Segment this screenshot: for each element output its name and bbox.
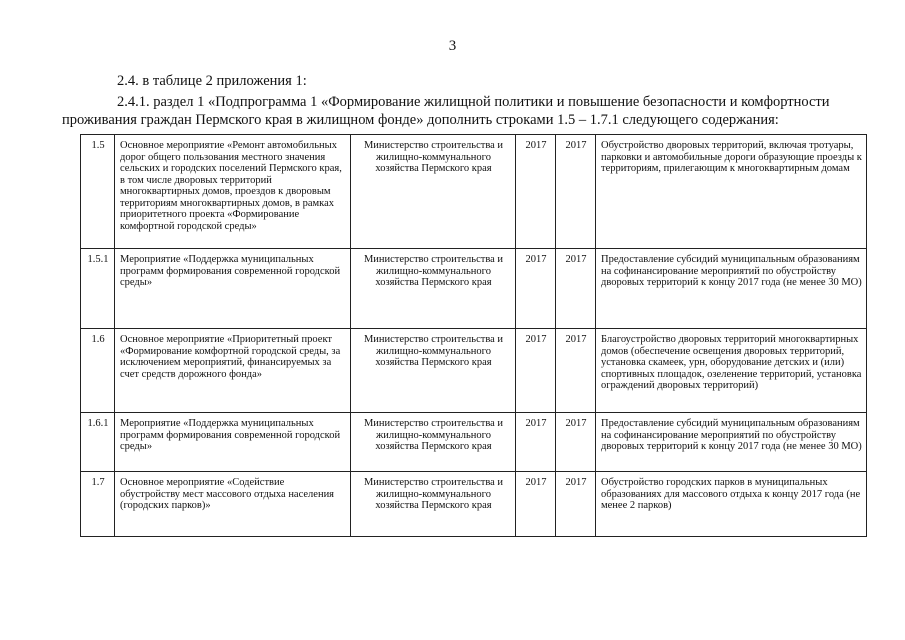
measure-name: Мероприятие «Поддержка муниципальных программ формирования современной городской среды» <box>115 413 351 472</box>
row-number: 1.5.1 <box>81 249 115 329</box>
row-number: 1.7 <box>81 472 115 537</box>
measure-name: Основное мероприятие «Ремонт автомобильных дорог общего пользования местного значения сельских и городских поселений Пермского края, в том числе дворовых территорий многоквартирных домов, проездов к дворовым территориям многоквартирных домов, в рамках приоритетного проекта «Формирование комфортной городской среды» <box>115 135 351 249</box>
paragraph-2-4-1-continued: проживания граждан Пермского края в жилищном фонде» дополнить строками 1.5 – 1.7.1 следующего содержания: <box>62 112 779 128</box>
end-year: 2017 <box>556 329 596 413</box>
table-row <box>81 249 867 329</box>
responsible-executor: Министерство строительства и жилищно-коммунального хозяйства Пермского края <box>351 135 516 249</box>
expected-result: Обустройство городских парков в муниципальных образованиях для массового отдыха к концу 2017 года (не менее 2 парков) <box>596 472 867 537</box>
row-number: 1.6.1 <box>81 413 115 472</box>
measure-name: Мероприятие «Поддержка муниципальных программ формирования современной городской среды» <box>115 249 351 329</box>
start-year: 2017 <box>516 472 556 537</box>
table-row <box>81 472 867 537</box>
measure-name: Основное мероприятие «Приоритетный проект «Формирование комфортной городской среды, за исключением мероприятий, финансируемых за счет средств дорожного фонда» <box>115 329 351 413</box>
expected-result: Предоставление субсидий муниципальным образованиям на софинансирование мероприятий по обустройству дворовых территорий к концу 2017 года (не менее 30 МО) <box>596 249 867 329</box>
page-number: 3 <box>448 38 457 54</box>
end-year: 2017 <box>556 249 596 329</box>
expected-result: Обустройство дворовых территорий, включая тротуары, парковки и автомобильные дороги образующие проезды к территориям, прилегающим к многоквартирным домам <box>596 135 867 249</box>
start-year: 2017 <box>516 329 556 413</box>
expected-result: Предоставление субсидий муниципальным образованиям на софинансирование мероприятий по обустройству дворовых территорий к концу 2017 года (не менее 30 МО) <box>596 413 867 472</box>
table-row <box>81 135 867 249</box>
measure-name: Основное мероприятие «Содействие обустройству мест массового отдыха населения (городских парков)» <box>115 472 351 537</box>
start-year: 2017 <box>516 135 556 249</box>
responsible-executor: Министерство строительства и жилищно-коммунального хозяйства Пермского края <box>351 249 516 329</box>
row-number: 1.5 <box>81 135 115 249</box>
paragraph-2-4: 2.4. в таблице 2 приложения 1: <box>117 73 307 89</box>
end-year: 2017 <box>556 472 596 537</box>
responsible-executor: Министерство строительства и жилищно-коммунального хозяйства Пермского края <box>351 472 516 537</box>
end-year: 2017 <box>556 413 596 472</box>
row-number: 1.6 <box>81 329 115 413</box>
start-year: 2017 <box>516 413 556 472</box>
table-row <box>81 329 867 413</box>
start-year: 2017 <box>516 249 556 329</box>
responsible-executor: Министерство строительства и жилищно-коммунального хозяйства Пермского края <box>351 329 516 413</box>
responsible-executor: Министерство строительства и жилищно-коммунального хозяйства Пермского края <box>351 413 516 472</box>
expected-result: Благоустройство дворовых территорий многоквартирных домов (обеспечение освещения дворовых территорий, установка скамеек, урн, оборудование детских и (или) спортивных площадок, озеленение территорий, установка ограждений дворовых территорий) <box>596 329 867 413</box>
table-row <box>81 413 867 472</box>
paragraph-2-4-1: 2.4.1. раздел 1 «Подпрограмма 1 «Формирование жилищной политики и повышение безопасности и комфортности <box>117 94 830 110</box>
end-year: 2017 <box>556 135 596 249</box>
measures-table <box>80 134 867 537</box>
